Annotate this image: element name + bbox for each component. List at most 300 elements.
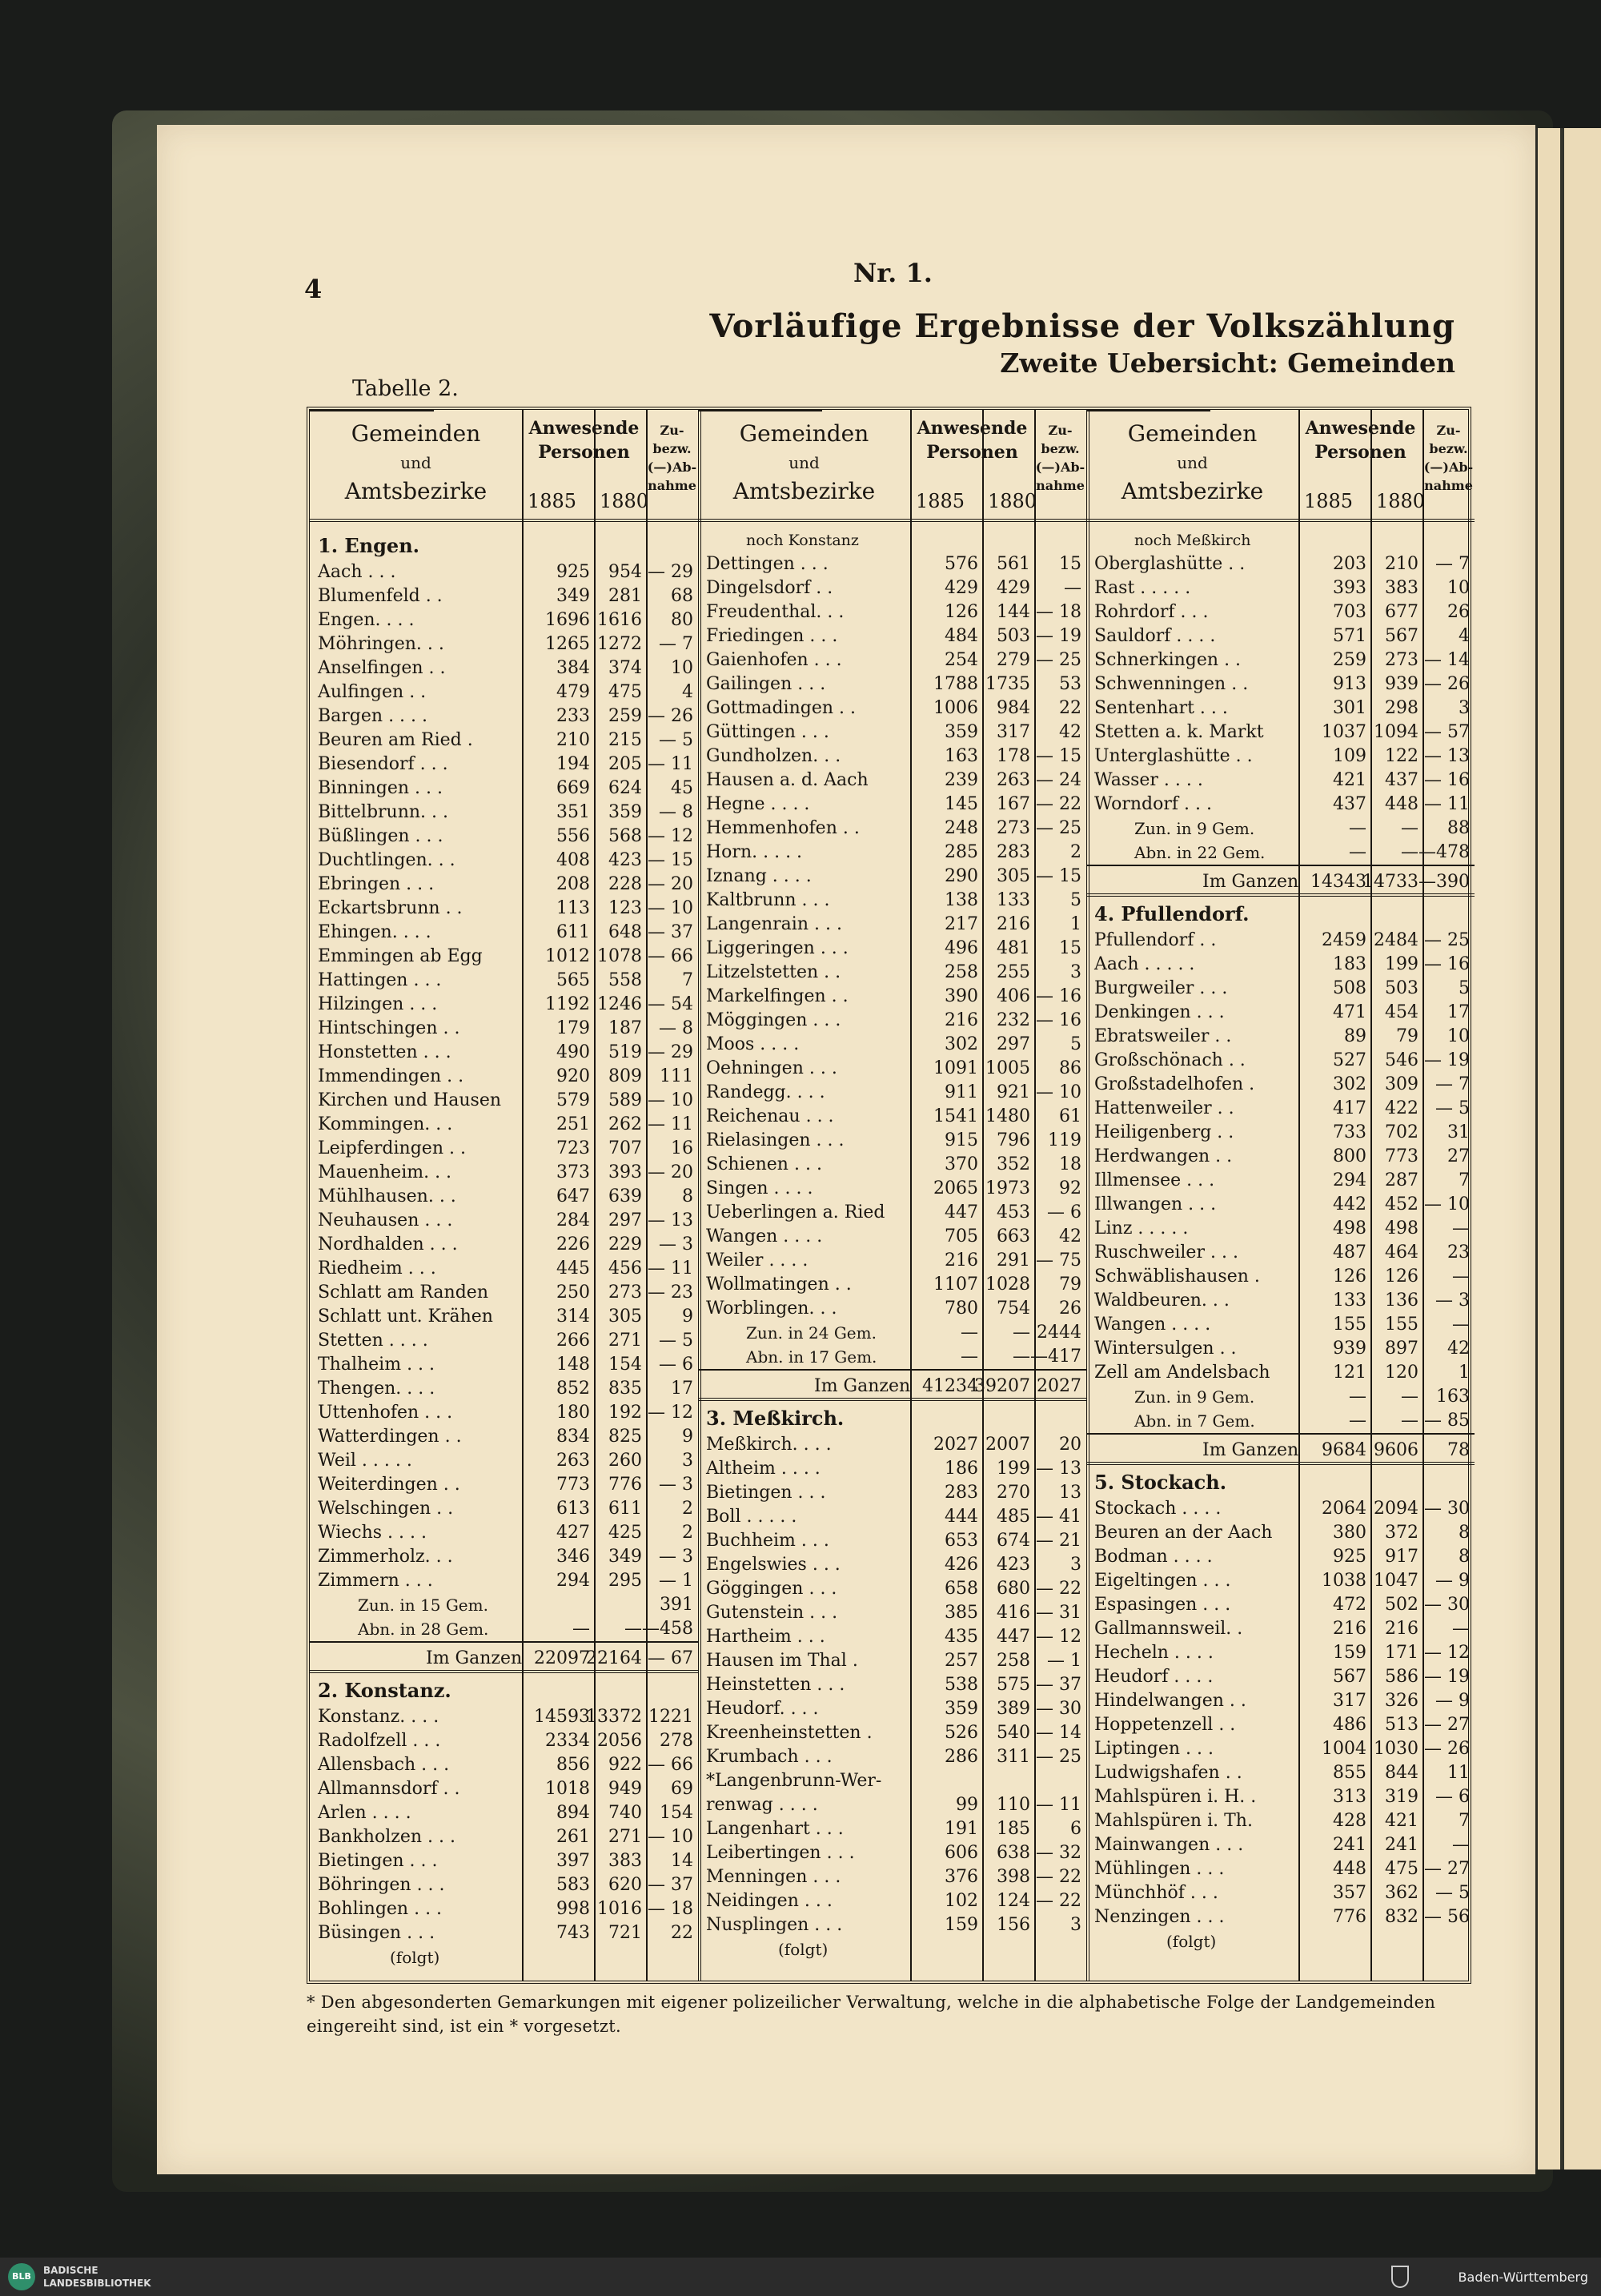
table-row [310,1329,698,1353]
header-year-line [310,410,434,411]
header-change-line: (—)Ab- [1423,460,1474,475]
population-1885: 538 [945,1675,978,1695]
table-row [698,1601,1086,1625]
population-change: 278 [660,1731,693,1751]
population-change: 7 [682,970,693,990]
population-1880: 421 [1385,1811,1418,1831]
municipality-name: *Langenbrunn-Wer- [706,1771,882,1791]
municipality-name: Schwäblishausen . [1094,1266,1260,1286]
population-change: — 19 [1036,626,1081,646]
municipality-name: Boll . . . . . [706,1507,797,1527]
population-1885: 376 [945,1867,978,1887]
header-change [646,421,698,495]
population-1885: — [1349,1411,1366,1431]
population-1880: 273 [1385,650,1418,670]
population-change: — 26 [1424,674,1470,694]
population-1885: 233 [556,706,590,726]
population-1880: 406 [997,986,1030,1006]
population-1880: 452 [1385,1194,1418,1214]
municipality-name: Binningen . . . [318,778,443,798]
municipality-name: Hattingen . . . [318,970,442,990]
population-change: 31 [1447,1122,1470,1142]
population-1885: 397 [556,1851,590,1871]
table-row [1086,1241,1475,1265]
municipality-name: Konstanz. . . . [318,1707,439,1727]
municipality-name: Weiler . . . . [706,1250,809,1270]
population-1885: 1012 [545,946,590,966]
table-row [310,1521,698,1545]
table-row [698,696,1086,721]
population-1885: 294 [556,1571,590,1591]
municipality-name: Weil . . . . . [318,1451,412,1471]
population-1880: 281 [608,586,642,606]
municipality-name: Blumenfeld . . [318,586,443,606]
population-change: 61 [1059,1106,1081,1126]
municipality-name: Oehningen . . . [706,1058,837,1078]
population-change: — 13 [648,1210,693,1230]
population-1885: 856 [556,1755,590,1775]
population-change: — 21 [1036,1531,1081,1551]
population-change: — 37 [1036,1675,1081,1695]
table-row [1086,1809,1475,1833]
population-1880: 429 [997,578,1030,598]
table-row [310,753,698,777]
population-change: — 85 [1424,1411,1470,1431]
table-row [698,1249,1086,1273]
population-change: — 29 [648,1042,693,1062]
population-1880: 754 [997,1299,1030,1319]
total-row [698,1369,1086,1401]
population-1880: 283 [997,842,1030,862]
municipality-name: Heudorf. . . . [706,1699,819,1719]
population-change: — 27 [1424,1859,1470,1879]
population-change: — 5 [1435,1883,1470,1903]
population-1880: 122 [1385,746,1418,766]
population-change: 22 [671,1923,693,1943]
municipality-name: Hegne . . . . [706,794,810,814]
population-1885: 426 [945,1555,978,1575]
population-1885: 579 [556,1090,590,1110]
subtotal-row [1086,841,1475,865]
table-row [698,721,1086,745]
population-change: — 10 [1036,1082,1081,1102]
municipality-name: Hattenweiler . . [1094,1098,1234,1118]
header-year-line [1086,410,1210,411]
header-name-line: Gemeinden [739,420,869,447]
header-year-line [698,410,822,411]
population-change: 53 [1059,674,1081,694]
population-1880: — [1401,1411,1418,1431]
municipality-name: Randegg. . . . [706,1082,825,1102]
population-1880: 39207 [974,1376,1030,1396]
population-1880: 309 [1385,1074,1418,1094]
population-1880: 215 [608,730,642,750]
municipality-name: Aach . . . . . [1094,954,1195,974]
population-1885: 445 [556,1258,590,1278]
population-change: — 9 [1435,1571,1470,1591]
population-1885: 217 [945,914,978,934]
municipality-name: (folgt) [390,1948,440,1967]
header-name-line: Amtsbezirke [344,478,488,504]
municipality-name: Biesendorf . . . [318,754,448,774]
municipality-name: Thengen. . . . [318,1379,435,1399]
table-row [310,1209,698,1233]
municipality-name: noch Konstanz [746,532,859,549]
population-1880: 13372 [586,1707,642,1727]
table-row [310,993,698,1017]
population-change: 163 [1436,1387,1470,1407]
header-population-line: Personen [926,442,1018,463]
population-1880: 949 [608,1779,642,1799]
population-1880: 922 [608,1755,642,1775]
population-1885: 302 [1333,1074,1366,1094]
population-1880: 319 [1385,1787,1418,1807]
municipality-name: Gottmadingen . . [706,698,857,718]
population-1880: 453 [997,1202,1030,1222]
header-year-1885: 1885 [1304,490,1354,512]
population-1880: 229 [608,1234,642,1254]
population-change: — 8 [659,802,693,822]
municipality-name: Weiterdingen . . [318,1475,460,1495]
table-row [1086,793,1475,817]
population-change: 7 [1459,1811,1470,1831]
table-row [698,1081,1086,1105]
municipality-name: Hoppetenzell . . [1094,1715,1236,1735]
municipality-name: Abn. in 28 Gem. [358,1620,489,1639]
header-population-line: Personen [1314,442,1406,463]
municipality-name: Neidingen . . . [706,1891,833,1911]
municipality-name: Im Ganzen [814,1376,911,1396]
header-change [1034,421,1086,495]
population-change: — 25 [1036,818,1081,838]
population-1880: 199 [1385,954,1418,974]
municipality-name: Heiligenberg . . [1094,1122,1234,1142]
municipality-name: Pfullendorf . . [1094,930,1217,950]
municipality-name: Uttenhofen . . . [318,1403,453,1423]
population-change: — 37 [648,922,693,942]
population-1880: 192 [608,1403,642,1423]
population-1880: 485 [997,1507,1030,1527]
municipality-name: Mahlspüren i. Th. [1094,1811,1253,1831]
municipality-name: Hausen a. d. Aach [706,770,869,790]
municipality-name: Honstetten . . . [318,1042,451,1062]
population-1880: 1973 [985,1178,1030,1198]
population-1880: 954 [608,562,642,582]
header-change-line: Zu- [1436,423,1461,438]
population-change: — 12 [648,826,693,846]
population-1885: 1038 [1322,1571,1366,1591]
population-1880: 721 [608,1923,642,1943]
table-row [698,600,1086,624]
population-1880: 22164 [586,1648,642,1668]
table-row [310,1897,698,1921]
municipality-name: Münchhöf . . . [1094,1883,1218,1903]
municipality-name: Hausen im Thal . [706,1651,858,1671]
population-change: — 12 [1036,1627,1081,1647]
population-1885: 359 [945,1699,978,1719]
population-change: — 57 [1424,722,1470,742]
population-1885: 113 [556,898,590,918]
population-1880: 447 [997,1627,1030,1647]
population-1885: 159 [945,1915,978,1935]
population-1880: 393 [608,1162,642,1182]
municipality-name: Ehingen. . . . [318,922,431,942]
table-row [698,552,1086,576]
population-change: — 11 [1424,794,1470,814]
table-row [1086,745,1475,769]
population-change: 68 [671,586,693,606]
municipality-name: Abn. in 22 Gem. [1134,843,1266,862]
table-row [310,1753,698,1777]
table-row [310,969,698,993]
municipality-name: Bohlingen . . . [318,1899,443,1919]
population-change: 15 [1059,554,1081,574]
table-row [698,624,1086,648]
population-1885: 254 [945,650,978,670]
population-1885: 571 [1333,626,1366,646]
municipality-name: Ebringen . . . [318,874,435,894]
population-1880: 260 [608,1451,642,1471]
municipality-name: Liptingen . . . [1094,1739,1214,1759]
municipality-name: Im Ganzen [426,1648,523,1668]
table-row [1086,1193,1475,1217]
population-1885: 126 [945,602,978,622]
table-row [310,1729,698,1753]
population-1885: 1006 [933,698,978,718]
population-1880: 589 [608,1090,642,1110]
table-row [698,576,1086,600]
population-1880: 271 [608,1827,642,1847]
table-row [698,1505,1086,1529]
municipality-name: Rielasingen . . . [706,1130,845,1150]
population-change: —390 [1418,872,1470,892]
population-1880: 825 [608,1427,642,1447]
table-row [698,1697,1086,1721]
population-change: — 16 [1036,1010,1081,1030]
population-change: 391 [660,1595,693,1615]
population-1880: 216 [1385,1619,1418,1639]
population-1880: 832 [1385,1907,1418,1927]
population-1885: 556 [556,826,590,846]
population-1885: 14593 [534,1707,590,1727]
population-change: 26 [1447,602,1470,622]
table-row [1086,1641,1475,1665]
population-change: — 8 [659,1018,693,1038]
population-change: — 37 [648,1875,693,1895]
population-change: 2444 [1037,1323,1081,1343]
total-row [310,1641,698,1673]
population-change: — [1452,1266,1470,1286]
subtotal-row [698,1345,1086,1369]
population-change: 6 [1070,1819,1081,1839]
table-row [1086,1833,1475,1857]
table-row [698,817,1086,841]
population-1885: 257 [945,1651,978,1671]
municipality-name: Hecheln . . . . [1094,1643,1214,1663]
municipality-name: Bankholzen . . . [318,1827,455,1847]
population-1880: 326 [1385,1691,1418,1711]
municipality-name: Zimmern . . . [318,1571,433,1591]
continued-note [1086,1929,1475,1953]
population-change: — 1 [659,1571,693,1591]
issue-number: Nr. 1. [853,258,933,288]
population-1880: 110 [997,1795,1030,1815]
table-row [698,1649,1086,1673]
population-1880: — [1013,1323,1030,1343]
population-1880: 844 [1385,1763,1418,1783]
population-change: — 11 [1036,1795,1081,1815]
population-1880: 498 [1385,1218,1418,1238]
municipality-name: Worndorf . . . [1094,794,1212,814]
municipality-name: Schlatt unt. Krähen [318,1307,493,1327]
population-change: — 30 [1036,1699,1081,1719]
population-1885: 99 [956,1795,978,1815]
population-1885: 437 [1333,794,1366,814]
population-change: 3 [1070,1555,1081,1575]
header-change-line: bezw. [1041,441,1080,456]
table-row [1086,624,1475,648]
population-1885: 285 [945,842,978,862]
district-heading [1086,1465,1475,1497]
table-row [1086,1217,1475,1241]
subtotal-row [698,1321,1086,1345]
header-name-line: und [788,453,820,472]
population-1880: 133 [997,890,1030,910]
table-row [310,632,698,656]
population-1880: 305 [997,866,1030,886]
table-row [698,1129,1086,1153]
population-change: — 24 [1036,770,1081,790]
population-change: 23 [1447,1242,1470,1262]
population-1880: 205 [608,754,642,774]
table-row [698,865,1086,889]
population-1885: 428 [1333,1811,1366,1831]
population-1880: 273 [608,1282,642,1303]
table-row [310,1257,698,1281]
population-1880: 262 [608,1114,642,1134]
population-1880: 297 [997,1034,1030,1054]
table-row [1086,1025,1475,1049]
population-1880: 349 [608,1547,642,1567]
population-1885: 286 [945,1747,978,1767]
population-1885: 527 [1333,1050,1366,1070]
municipality-name: Mahlspüren i. H. . [1094,1787,1257,1807]
population-change: — 23 [648,1282,693,1303]
municipality-name: Hintschingen . . [318,1018,460,1038]
population-1885: 1788 [933,674,978,694]
population-1885: 14343 [1310,872,1366,892]
population-change: — 75 [1036,1250,1081,1270]
population-1885: 180 [556,1403,590,1423]
total-row [1086,1433,1475,1465]
table-row [1086,1361,1475,1385]
municipality-name: 4. Pfullendorf. [1094,902,1250,925]
population-change: — 29 [648,562,693,582]
population-1880: 187 [608,1018,642,1038]
population-change: — 7 [659,634,693,654]
population-1880: 1735 [985,674,1030,694]
population-1885: 1037 [1322,722,1366,742]
population-1880: 575 [997,1675,1030,1695]
municipality-name: Gaienhofen . . . [706,650,842,670]
population-1880: 611 [608,1499,642,1519]
table-row [310,1921,698,1945]
population-1880: 1030 [1374,1739,1418,1759]
population-change: — 12 [1424,1643,1470,1663]
table-row [1086,1049,1475,1073]
table-row [310,560,698,584]
table-row [698,1625,1086,1649]
table-row [1086,1617,1475,1641]
population-change: 13 [1059,1483,1081,1503]
population-change: — 22 [1036,794,1081,814]
municipality-name: Mühlhausen. . . [318,1186,456,1206]
table-row [698,889,1086,913]
population-1880: 156 [997,1915,1030,1935]
municipality-name: Bargen . . . . [318,706,428,726]
population-1885: 583 [556,1875,590,1895]
municipality-name: Sentenhart . . . [1094,698,1228,718]
population-1880: 454 [1385,1002,1418,1022]
population-1880: — [1401,818,1418,838]
population-1880: 437 [1385,770,1418,790]
municipality-name: Oberglashütte . . [1094,554,1246,574]
population-change: 15 [1059,938,1081,958]
population-1880: 776 [608,1475,642,1495]
continuation-heading [698,528,1086,552]
table-row [698,1273,1086,1297]
population-1880: 136 [1385,1290,1418,1311]
population-1880: 228 [608,874,642,894]
municipality-name: Zun. in 9 Gem. [1134,819,1255,838]
population-1880: 383 [608,1851,642,1871]
population-1885: 576 [945,554,978,574]
table-row [698,672,1086,696]
population-1885: 22097 [534,1648,590,1668]
population-1885: 496 [945,938,978,958]
population-1885: 1696 [545,610,590,630]
municipality-name: 2. Konstanz. [318,1679,451,1702]
population-change: 2 [682,1523,693,1543]
total-row [1086,865,1475,897]
table-row [1086,1665,1475,1689]
population-change: 86 [1059,1058,1081,1078]
table-row [310,1825,698,1849]
municipality-name: Aach . . . [318,562,396,582]
subtotal-row [1086,817,1475,841]
table-row [1086,696,1475,721]
municipality-name: 3. Meßkirch. [706,1407,845,1430]
table-row [698,1865,1086,1889]
municipality-name: Moos . . . . [706,1034,800,1054]
header-name-line: und [400,453,431,472]
header-population [522,416,646,464]
table-row [698,961,1086,985]
population-change: 3 [1070,1915,1081,1935]
header-year-1885: 1885 [916,490,965,512]
population-change: 5 [1459,978,1470,998]
header-population-line: Personen [538,442,630,463]
municipality-name: Bittelbrunn. . . [318,802,449,822]
municipality-name: Hindelwangen . . [1094,1691,1246,1711]
population-change: 10 [1447,1026,1470,1046]
population-1885: 703 [1333,602,1366,622]
population-1880: 464 [1385,1242,1418,1262]
population-1880: 178 [997,746,1030,766]
population-1880: 835 [608,1379,642,1399]
population-1880: 475 [1385,1859,1418,1879]
population-1880: 359 [608,802,642,822]
